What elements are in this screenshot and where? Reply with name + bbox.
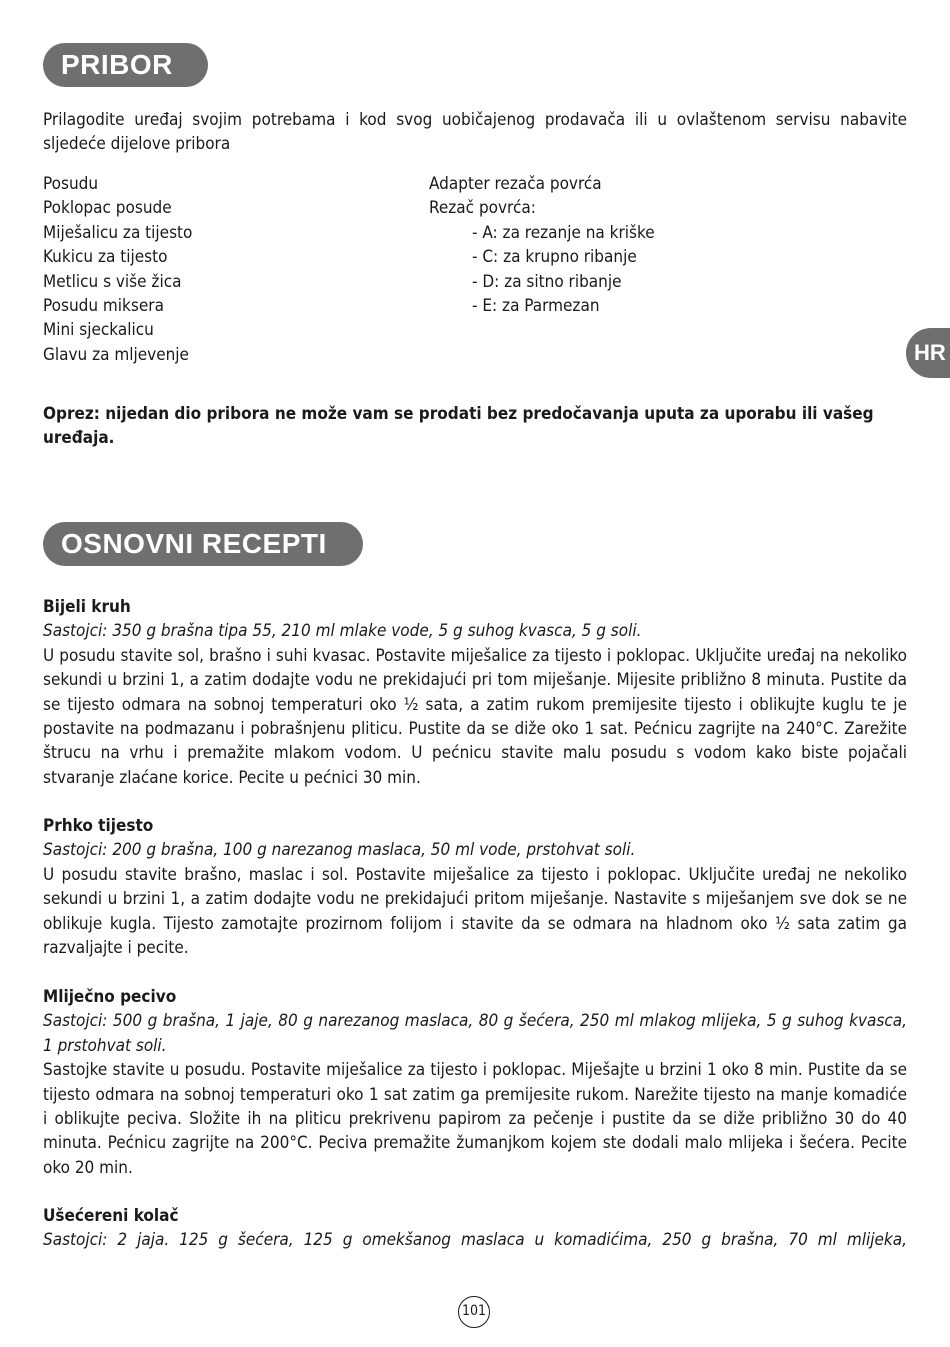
list-item: Rezač povrća: xyxy=(429,198,536,219)
list-item: Mini sjeckalicu xyxy=(43,320,154,341)
list-item: Posudu xyxy=(43,174,99,194)
page-number: 101 xyxy=(458,1296,490,1328)
recipe-title: Ušećereni kolač xyxy=(43,1206,179,1226)
recipe-prhko-tijesto xyxy=(43,814,907,960)
accessory-list-left xyxy=(43,172,192,367)
recipe-instructions: U posudu stavite sol, brašno i suhi kvasac. Postavite miješalice za tijesto i poklopac. Uključite uređaj na nekoliko sekundi u brzini 1, a zatim dodajte vodu ne prekidajući pri tom miješanje. Mijesite približno 8 minuta. Pustite da se tijesto odmara na sobnoj temperaturi oko ½ sata, a zatim rukom premijesite tijesto i oblikujte kuglu te je postavite na podmazanu i pobrašnjenu pliticu. Pustite da se diže oko 1 sat. Pećnicu zagrijte na 240°C. Zarežite štrucu na vrhu i premažite mlakom vodom. U pećnicu stavite malu posudu s vodom kako biste pojačali stvaranje zlaćane korice. Pecite u pećnici 30 min. xyxy=(43,645,907,788)
list-item: Posudu miksera xyxy=(43,296,164,317)
cutter-option: - D: za sitno ribanje xyxy=(472,271,622,292)
recipe-instructions: Sastojke stavite u posudu. Postavite miješalice za tijesto i poklopac. Miješajte u brzini 1 oko 8 min. Pustite da se tijesto odmara na sobnoj temperaturi oko 1 sat zatim ga premijesite rukom. Narežite tijesto na manje komadiće i oblikujte peciva. Složite ih na pliticu prekrivenu papirom za pečenje i pustite da se diže približno 30 do 40 minuta. Pećnicu zagrijte na 200°C. Peciva premažite žumanjkom kojem ste dodali malo mlijeka i šećera. Pecite oko 20 min. xyxy=(43,1060,907,1178)
recipe-ingredients: Sastojci: 350 g brašna tipa 55, 210 ml mlake vode, 5 g suhog kvasca, 5 g soli. xyxy=(43,621,642,642)
section-heading-pribor: PRIBOR xyxy=(43,43,208,87)
recipe-instructions: U posudu stavite brašno, maslac i sol. Postavite miješalice za tijesto i poklopac. Uključite uređaj ne nekoliko sekundi u brzini 1, a zatim dodajte vodu ne prekidajući pritom miješanje. Nastavite s miješanjem sve dok se ne oblikuje kugla. Tijesto zamotajte prozirnom folijom i stavite da se odmara na hladnom oko ½ sata zatim ga razvaljajte i pecite. xyxy=(43,864,907,959)
recipe-title: Bijeli kruh xyxy=(43,597,131,617)
pribor-intro: Prilagodite uređaj svojim potrebama i kod svog uobičajenog prodavača ili u ovlaštenom servisu nabavite sljedeće dijelove pribora xyxy=(43,110,907,155)
recipe-ingredients: Sastojci: 500 g brašna, 1 jaje, 80 g narezanog maslaca, 80 g šećera, 250 ml mlakog mlijeka, 5 g suhog kvasca, 1 prstohvat soli. xyxy=(43,1011,907,1056)
list-item: Kukicu za tijesto xyxy=(43,247,168,268)
warning-note: Oprez: nijedan dio pribora ne može vam se prodati bez predočavanja uputa za uporabu ili vašeg uređaja. xyxy=(43,404,874,449)
language-tab: HR xyxy=(906,328,950,378)
cutter-option: - A: za rezanje na kriške xyxy=(472,222,655,243)
recipe-bijeli-kruh xyxy=(43,595,907,790)
cutter-option: - E: za Parmezan xyxy=(472,296,600,317)
accessory-list-right xyxy=(429,172,655,318)
list-item: Poklopac posude xyxy=(43,198,172,219)
recipe-title: Prhko tijesto xyxy=(43,816,154,836)
recipe-ingredients: Sastojci: 2 jaja. 125 g šećera, 125 g omekšanog maslaca u komadićima, 250 g brašna, 70 ml mlijeka, xyxy=(43,1230,907,1251)
list-item: Miješalicu za tijesto xyxy=(43,222,193,243)
recipe-ingredients: Sastojci: 200 g brašna, 100 g narezanog maslaca, 50 ml vode, prstohvat soli. xyxy=(43,840,636,861)
cutter-option: - C: za krupno ribanje xyxy=(472,247,637,268)
list-item: Metlicu s više žica xyxy=(43,271,182,292)
recipe-mlijecno-pecivo xyxy=(43,985,907,1180)
recipe-title: Mliječno pecivo xyxy=(43,987,177,1007)
list-item: Glavu za mljevenje xyxy=(43,344,189,365)
recipe-usecereni-kolac xyxy=(43,1204,907,1253)
list-item: Adapter rezača povrća xyxy=(429,174,602,194)
section-heading-recepti: OSNOVNI RECEPTI xyxy=(43,522,363,566)
